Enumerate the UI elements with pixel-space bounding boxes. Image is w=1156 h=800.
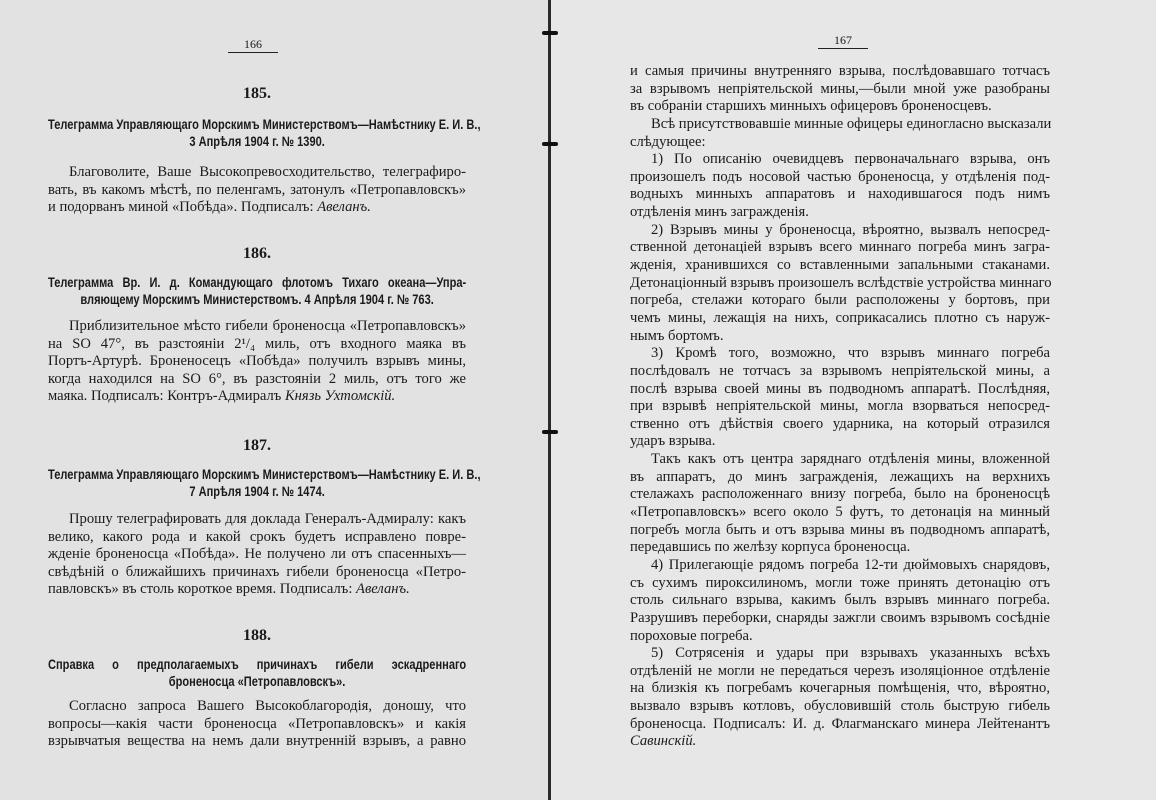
text-line: водныхъ минныхъ аппаратовъ и находившагося подъ нимъ <box>630 186 1050 203</box>
signature-name: Савинскій. <box>630 733 697 750</box>
text-line: Прошу телеграфировать для доклада Генералъ-Адмиралу: какъ <box>69 511 466 527</box>
text-line: пороховые погреба. <box>630 627 753 644</box>
section-body <box>48 698 466 751</box>
text-line: 1) По описанію очевидцевъ первоначальнаго взрыва, онъ <box>651 151 1050 168</box>
text-line <box>630 733 1050 751</box>
section-heading <box>48 275 466 308</box>
book-spine <box>548 0 551 800</box>
text-line: стелажахъ расположеннаго внизу погреба, было на броненосцѣ <box>630 486 1050 503</box>
text-line: произошелъ подъ носовой частью броненосца, у отдѣленія под- <box>630 168 1050 185</box>
page-body <box>630 63 1050 751</box>
text-line: Детонаціонный взрывъ произошелъ вслѣдствіе устройства миннаго <box>630 274 1052 291</box>
text-line: нымъ бортомъ. <box>630 327 724 344</box>
section-body <box>48 318 466 406</box>
section-number: 187. <box>243 437 271 454</box>
text-line: за взрывомъ непріятельской мины,—были мной уже разобраны <box>630 80 1050 97</box>
signature-name: Князь Ухтомскій. <box>284 388 396 404</box>
text-line: Такъ какъ отъ центра заряднаго отдѣленія мины, вложенной <box>651 451 1050 468</box>
binding-thread-knot <box>542 430 558 434</box>
text-line: жденія, хранившихся со вставленными запальными стаканами. <box>630 257 1050 274</box>
text-line: погребъ могла быть и отъ взрыва мины въ подводномъ аппаратѣ, <box>630 521 1050 538</box>
text-line: свѣдѣній о ближайшихъ причинахъ гибели броненосца «Петро- <box>48 563 466 580</box>
text-line: взрывчатыя вещества на немъ дали внутренній взрывъ, а равно <box>48 733 466 749</box>
text-line: ударъ взрыва. <box>630 433 716 450</box>
text-line: 2) Взрывъ мины у броненосца, вѣроятно, вызвалъ непосред- <box>651 221 1050 238</box>
section-number: 186. <box>243 245 271 262</box>
section-heading <box>48 657 466 690</box>
text-line <box>48 388 466 406</box>
section-heading <box>48 117 481 150</box>
text-line: «Петропавловскъ» всего около 5 футъ, то детонація на минный <box>630 504 1050 521</box>
text-line: передавшись по желѣзу корпуса броненосца. <box>630 539 911 556</box>
text-line: чемъ мины, лежащія на нихъ, соприкасались плотно съ наруж- <box>630 309 1050 326</box>
heading-line: Телеграмма Управляющаго Морскимъ Министерствомъ—Намѣстнику Е. И. В., <box>48 467 481 482</box>
signature-name: Авеланъ. <box>317 199 371 215</box>
section-heading <box>48 467 481 500</box>
heading-line: 7 Апрѣля 1904 г. № 1474. <box>189 483 325 499</box>
text-run: павловскъ» въ столь короткое время. Подписалъ: <box>48 581 357 597</box>
text-line: Всѣ присутствовавшіе минные офицеры единогласно высказали <box>651 115 1052 132</box>
binding-thread-knot <box>542 31 558 35</box>
text-line: ственной детонаціей взрывъ всего миннаго погреба минъ загра- <box>630 239 1050 256</box>
section-number: 188. <box>243 627 271 644</box>
text-run: и подорванъ миной «Побѣда». Подписалъ: <box>48 199 318 215</box>
section-number: 185. <box>243 85 271 102</box>
text-line: ственно отъ дѣйствія своего ударника, на который отразился <box>630 415 1050 432</box>
text-line: 5) Сотрясенія и удары при взрывахъ указанныхъ всѣхъ <box>651 645 1050 662</box>
text-line: Разрушивъ переборки, снаряды зажгли своимъ взрывомъ сосѣдніе <box>630 609 1050 626</box>
text-line <box>48 581 466 599</box>
text-line <box>48 199 466 217</box>
text-line: погреба, стелажи котораго были расположены у бортовъ, при <box>630 292 1050 309</box>
text-line: въ аппаратъ, до минъ загражденія, лежащихъ на верхнихъ <box>630 468 1050 485</box>
text-line: въ собраніи старшихъ минныхъ офицеровъ броненосцевъ. <box>630 98 992 115</box>
text-line: когда находился на SO 6°, въ разстояніи 2 миль, отъ того же <box>48 370 466 387</box>
page-number: 167 <box>818 32 868 49</box>
text-run: маяка. Подписалъ: Контръ-Адмиралъ <box>48 388 285 404</box>
text-line: вызвало взрывъ котловъ, обусловившій столь быструю гибель <box>630 698 1050 715</box>
heading-line: 3 Апрѣля 1904 г. № 1390. <box>189 133 325 149</box>
text-line: и самыя причины внутренняго взрыва, послѣдовавшаго тотчасъ <box>630 63 1050 79</box>
heading-line: Телеграмма Управляющаго Морскимъ Министерствомъ—Намѣстнику Е. И. В., <box>48 117 481 132</box>
text-line: отдѣленій не могли не передаться черезъ изоляціонное отдѣленіе <box>630 662 1050 679</box>
text-line: на близкія къ погребамъ кочегарныя помѣщенія, что, вѣроятно, <box>630 680 1050 697</box>
left-page <box>0 0 550 800</box>
text-line: послѣдовалъ не тотчасъ за взрывомъ непріятельской мины, а <box>630 362 1050 379</box>
text-line: съ сухимъ пироксилиномъ, могли тоже принять детонацію отъ <box>630 574 1050 591</box>
text-line: столь сильнаго взрыва, какимъ былъ взрывъ миннаго погреба. <box>630 592 1050 609</box>
text-line: Приблизительное мѣсто гибели броненосца «Петропавловскъ» <box>69 318 466 334</box>
text-line: отдѣленія минъ загражденія. <box>630 204 809 221</box>
text-line: 4) Прилегающіе рядомъ погреба 12-ти дюймовыхъ снарядовъ, <box>651 556 1050 573</box>
section-body <box>48 164 466 217</box>
text-line: на SO 47°, въ разстояніи 2¹/₄ миль, отъ входного маяка въ <box>48 335 466 352</box>
text-line: жденіе броненосца «Побѣда». Не получено ли отъ спасенныхъ— <box>48 546 466 562</box>
page-number: 166 <box>228 36 278 53</box>
signature-name: Авеланъ. <box>356 581 410 597</box>
text-line: слѣдующее: <box>630 133 706 150</box>
heading-line: Телеграмма Вр. И. д. Командующаго флотомъ Тихаго океана—Упра- <box>48 275 467 290</box>
text-line: броненосца. Подписалъ: И. д. Флагманскаго минера Лейтенантъ <box>630 715 1050 732</box>
text-line: при взрывѣ непріятельской мины, могла взорваться непосред- <box>630 398 1050 415</box>
section-body <box>48 511 466 599</box>
heading-line: броненосца «Петропавловскъ». <box>168 673 346 689</box>
text-line: вопросы—какія части броненосца «Петропавловскъ» и какія <box>48 715 466 732</box>
text-line: вать, въ какомъ мѣстѣ, по пеленгамъ, затонулъ «Петропавловскъ» <box>48 181 466 198</box>
text-line: велико, какого рода и какой срокъ будетъ исправлено повре- <box>48 528 466 545</box>
text-line: Портъ-Артурѣ. Броненосецъ «Побѣда» получилъ взрывъ мины, <box>48 353 466 369</box>
text-line: 3) Кромѣ того, возможно, что взрывъ миннаго погреба <box>651 345 1050 362</box>
text-line: Согласно запроса Вашего Высокоблагородія, доношу, что <box>69 698 466 714</box>
binding-thread-knot <box>542 142 558 146</box>
text-line: Благоволите, Ваше Высокопревосходительство, телеграфиро- <box>69 164 466 180</box>
heading-line: Справка о предполагаемыхъ причинахъ гибели эскадреннаго <box>48 657 467 672</box>
right-page <box>550 0 1156 800</box>
text-line: послѣ взрыва своей мины въ подводномъ аппаратѣ. Послѣдняя, <box>630 380 1050 397</box>
heading-line: вляющему Морскимъ Министерствомъ. 4 Апрѣля 1904 г. № 763. <box>80 291 434 307</box>
